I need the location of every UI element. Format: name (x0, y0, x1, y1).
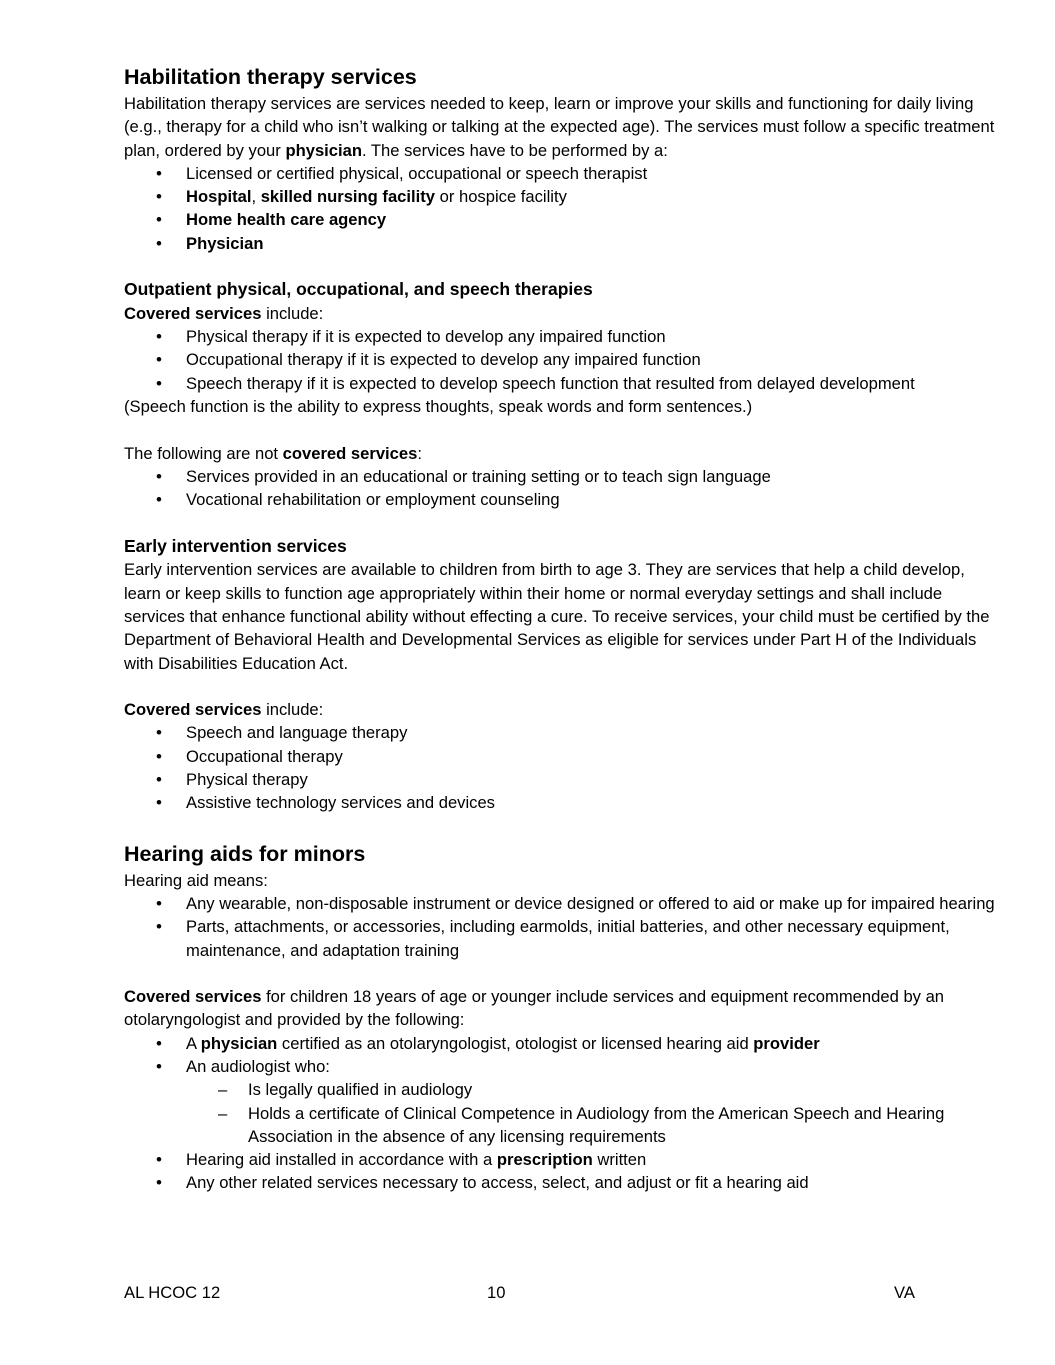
habilitation-heading: Habilitation therapy services (124, 65, 417, 89)
hearing-aids-heading: Hearing aids for minors (124, 841, 366, 866)
list-item-text: An audiologist who: (186, 1056, 330, 1076)
habilitation-intro-bold: physician (285, 140, 362, 160)
list-item: • Speech therapy if it is expected to develop speech function that resulted from delayed development (124, 372, 1004, 395)
list-item: • Physical therapy if it is expected to develop any impaired function (124, 325, 1004, 348)
document-page (124, 62, 1004, 1195)
list-item: • Parts, attachments, or accessories, including earmolds, initial batteries, and other necessary equipment, maintenance, and adaptation training (124, 915, 1004, 962)
list-item (124, 232, 1004, 255)
outpatient-covered-list (124, 325, 1004, 395)
list-item-text: or hospice facility (435, 187, 567, 207)
habilitation-intro (124, 92, 1004, 162)
not-covered-colon: : (417, 443, 422, 463)
list-item: • Licensed or certified physical, occupational or speech therapist (124, 162, 1004, 185)
habilitation-intro-text: Habilitation therapy services are services needed to keep, learn or improve your skills and functioning for daily living (e.g., therapy for a child who isn’t walking or talking at the expected age). The services must follow a specific treatment plan, ordered by your (124, 94, 995, 160)
list-item (124, 1055, 1004, 1078)
list-item (124, 185, 1004, 208)
list-item-text: Hearing aid installed in accordance with a (186, 1150, 497, 1170)
sub-list-item: – Is legally qualified in audiology (124, 1078, 1004, 1101)
list-item: • Occupational therapy (124, 745, 1004, 768)
hearing-provider-list-cont (124, 1148, 1004, 1195)
not-covered-list (124, 465, 1004, 512)
list-item (124, 208, 1004, 231)
bold-term: prescription (496, 1150, 593, 1170)
habilitation-intro-text-end: . The services have to be performed by a: (361, 140, 668, 160)
not-covered-line (124, 442, 1004, 465)
list-item-text: certified as an otolaryngologist, otologist or licensed hearing aid (277, 1033, 754, 1053)
bold-term: Covered services (124, 303, 262, 323)
bold-term: physician (200, 1033, 278, 1053)
list-item-text: A (186, 1033, 201, 1053)
audiologist-sublist (124, 1078, 1004, 1148)
speech-function-note: (Speech function is the ability to express thoughts, speak words and form sentences.) (124, 397, 753, 417)
covered-line-text: for children 18 years of age or younger include services and equipment recommended by an otolaryngologist and provided by the following: (124, 987, 945, 1030)
list-item: • Assistive technology services and devices (124, 791, 1004, 814)
list-item: • Speech and language therapy (124, 721, 1004, 744)
early-intervention-body: Early intervention services are available to children from birth to age 3. They are services that help a child develop, learn or keep skills to function age appropriately within their home or normal everyday settings and shall include services that enhance functional ability without effecting a cure. To receive services, your child must be certified by the Department of Behavioral Health and Developmental Services as eligible for services under Part H of the Individuals with Disabilities Education Act. (124, 560, 990, 673)
bold-term: provider (753, 1033, 820, 1053)
separator: , (251, 187, 261, 207)
footer-doc-id: AL HCOC 12 (124, 1283, 221, 1302)
list-item-text: written (592, 1150, 647, 1170)
bold-term: Hospital (186, 187, 252, 207)
bold-term: Home health care agency (186, 210, 387, 230)
outpatient-heading: Outpatient physical, occupational, and speech therapies (124, 279, 593, 300)
covered-line-text: include: (261, 700, 324, 720)
list-item (124, 1148, 1004, 1171)
list-item: • Any wearable, non-disposable instrument or device designed or offered to aid or make up for impaired hearing (124, 892, 1004, 915)
early-covered-line (124, 698, 1004, 721)
early-intervention-heading: Early intervention services (124, 535, 347, 556)
hearing-provider-list (124, 1032, 1004, 1079)
early-intervention-section (124, 535, 1004, 815)
footer-state: VA (894, 1283, 915, 1302)
page-footer (124, 1281, 916, 1305)
bold-term: Covered services (124, 700, 262, 720)
sub-list-item: – Holds a certificate of Clinical Competence in Audiology from the American Speech and Hearing Association in the absence of any licensing requirements (124, 1102, 1004, 1149)
early-covered-list (124, 721, 1004, 814)
habilitation-section (124, 62, 1004, 255)
bold-term: covered services (282, 443, 418, 463)
footer-page-number: 10 (487, 1283, 506, 1302)
list-item: • Vocational rehabilitation or employment counseling (124, 488, 1004, 511)
bold-term: Covered services (124, 987, 262, 1007)
list-item: • Physical therapy (124, 768, 1004, 791)
outpatient-section (124, 278, 1004, 511)
outpatient-covered-line (124, 302, 1004, 325)
list-item: • Any other related services necessary to access, select, and adjust or fit a hearing aid (124, 1171, 1004, 1194)
hearing-aid-definition-list (124, 892, 1004, 962)
not-covered-text: The following are not (124, 443, 283, 463)
list-item (124, 1032, 1004, 1055)
habilitation-provider-list (124, 162, 1004, 255)
hearing-covered-line (124, 985, 1004, 1032)
bold-term: skilled nursing facility (260, 187, 435, 207)
hearing-aids-section (124, 839, 1004, 1195)
list-item: • Occupational therapy if it is expected to develop any impaired function (124, 348, 1004, 371)
hearing-aid-means: Hearing aid means: (124, 870, 268, 890)
covered-line-text: include: (261, 303, 324, 323)
bold-term: Physician (186, 233, 264, 253)
list-item: • Services provided in an educational or training setting or to teach sign language (124, 465, 1004, 488)
